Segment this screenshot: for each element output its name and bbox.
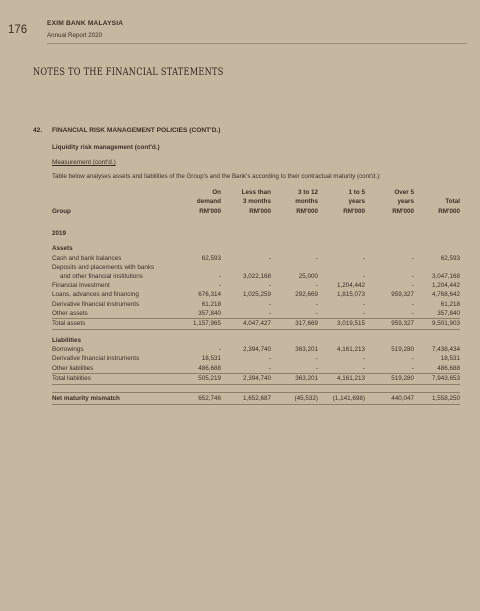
liabilities-heading: Liabilities bbox=[52, 337, 82, 345]
net-maturity-mismatch-row: Net maturity mismatch 652,746 1,652,687 (45,532) (1,141,698) 440,047 1,558,250 bbox=[52, 392, 460, 404]
column-header-total: Total RM'000 bbox=[438, 198, 460, 215]
maturity-table bbox=[52, 188, 460, 405]
page-number: 176 bbox=[8, 24, 28, 36]
bank-name: EXIM BANK MALAYSIA bbox=[47, 20, 124, 27]
assets-heading: Assets bbox=[52, 245, 73, 253]
table-row: Derivative financial instruments 18,531 - - - - 18,531 bbox=[52, 355, 460, 363]
liabilities-heading-row bbox=[52, 330, 460, 346]
report-name: Annual Report 2020 bbox=[47, 32, 103, 39]
total-liabilities-row: Total liabilities 505,219 2,394,740 363,201 4,161,213 519,280 7,943,653 bbox=[52, 373, 460, 384]
table-row: Other assets 357,840 - - - - 357,840 bbox=[52, 309, 460, 317]
header-rule bbox=[47, 43, 467, 44]
table-row: Borrowings - 2,394,740 363,201 4,161,213 519,280 7,438,434 bbox=[52, 346, 460, 354]
section-heading: NOTES TO THE FINANCIAL STATEMENTS bbox=[33, 67, 224, 78]
table-row: Loans, advances and financing 676,314 1,025,259 292,669 1,815,073 959,327 4,768,642 bbox=[52, 291, 460, 299]
column-header-group: Group bbox=[52, 207, 71, 215]
column-header-1-to-5-years: 1 to 5 years RM'000 bbox=[343, 189, 365, 215]
note-intro: Table below analyses assets and liabilities of the Group's and the Bank's according to their contractual maturity (cont'd.): bbox=[52, 173, 381, 180]
column-header-3-to-12-months: 3 to 12 months RM'000 bbox=[295, 189, 318, 215]
year-label: 2019 bbox=[52, 230, 67, 238]
column-header-on-demand: On demand RM'000 bbox=[196, 189, 221, 215]
table-row: Cash and bank balances 62,593 - - - - 62,593 bbox=[52, 254, 460, 262]
note-number: 42. bbox=[33, 127, 43, 134]
note-title: FINANCIAL RISK MANAGEMENT POLICIES (CONT'D.) bbox=[52, 127, 221, 134]
note-sub-subtitle: Measurement (cont'd.) bbox=[52, 159, 116, 166]
assets-heading-row bbox=[52, 238, 460, 253]
total-assets-row: Total assets 1,157,965 4,047,427 317,669 3,019,515 959,327 9,501,903 bbox=[52, 319, 460, 330]
spacer-row bbox=[52, 384, 460, 392]
table-row: Financial Investment - - - 1,204,442 - 1,204,442 bbox=[52, 282, 460, 290]
table-row: Deposits and placements with banks bbox=[52, 263, 155, 271]
year-row bbox=[52, 220, 460, 238]
table-row: and other financial institutions - 3,022,168 25,000 - - 3,047,168 bbox=[60, 273, 460, 281]
table-row: Derivative financial instruments 61,218 - - - - 61,218 bbox=[52, 300, 460, 308]
table-row: Other liabilities 486,688 - - - - 486,688 bbox=[52, 364, 460, 372]
note-subtitle: Liquidity risk management (cont'd.) bbox=[52, 144, 160, 151]
table-header-row bbox=[52, 188, 460, 220]
column-header-less-than-3-months: Less than 3 months RM'000 bbox=[241, 189, 271, 215]
column-header-over-5-years: Over 5 years RM'000 bbox=[392, 189, 414, 215]
